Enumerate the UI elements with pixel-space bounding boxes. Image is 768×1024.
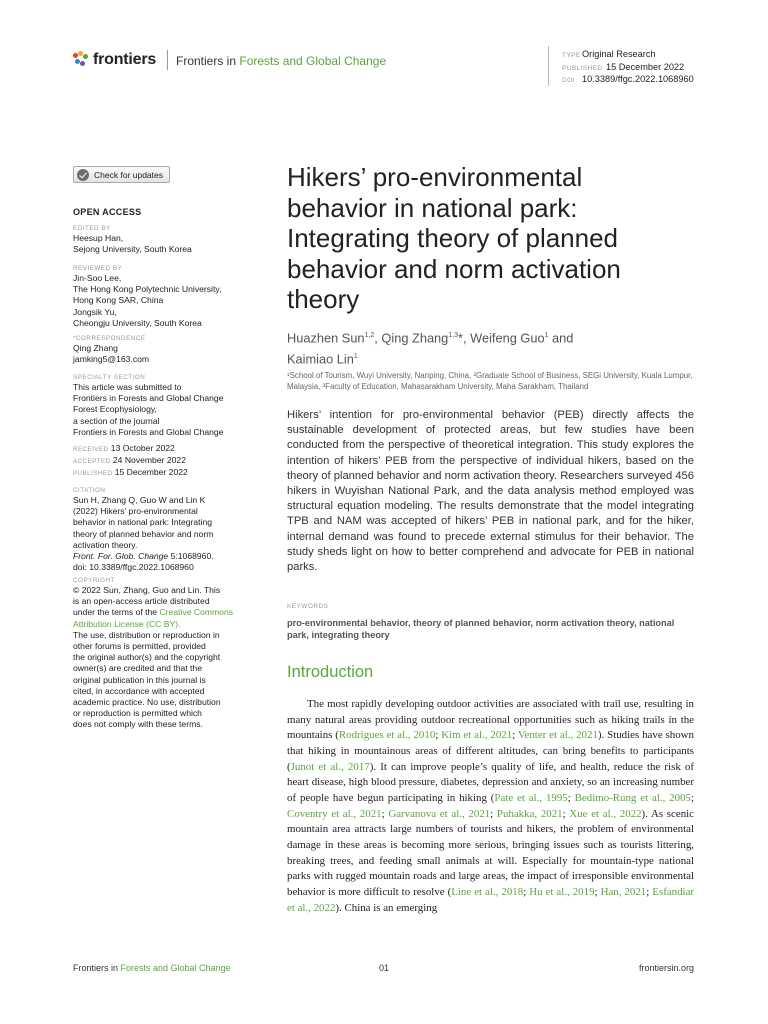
body-text: ). It can improve people’s quality of life, and health, reduce the risk of heart disease, high blood pressure, diabetes, depression and anxiety, so an increasing number of people have begun participating in hiking ( — [287, 760, 695, 804]
author-list: Huazhen Sun$^{1,2}$, Qing Zhang$^{1,3}$*, Weifeng Guo$^1$ and Kaimiao Lin$^1$ — [287, 330, 574, 367]
page-number: 01 — [379, 963, 390, 973]
introduction-paragraph — [287, 697, 694, 916]
body-text: ; — [381, 807, 389, 820]
body-text: ; — [594, 885, 601, 898]
citation-link[interactable]: Kim et al., 2021 — [441, 729, 513, 742]
body-text: ; — [523, 885, 530, 898]
citation-link[interactable]: Hu et al., 2019 — [529, 885, 595, 898]
citation-link[interactable]: Coventry et al., 2021 — [287, 807, 382, 820]
edited-by: EDITED BY Heesup Han, Sejong University, South Korea — [73, 225, 192, 255]
specialty-section: SPECIALTY SECTION This article was submitted to Frontiers in Forests and Global Change Forest Ecophysiology, a section of the journal Frontiers in Forests and Global Change — [73, 374, 224, 437]
citation-link[interactable]: Xue et al., 2022 — [569, 807, 642, 820]
copyright: COPYRIGHT © 2022 Sun, Zhang, Guo and Lin. This is an open-access article distributed under the terms of the Creative Commons Attribution License (CC BY). The use, distribution or reproduction in other forums is permitted, provided the original author(s) and the copyright owner(s) are credited and that the original publication in this journal is cited, in accordance with accepted academic practice. No use, distribution or reproduction is permitted which does not comply with these terms. — [73, 577, 234, 730]
body-text: ). Studies have shown that hiking in mountainous areas of different altitudes, can bring benefits to participants ( — [287, 729, 694, 773]
body-text: ; — [562, 807, 570, 820]
citation-link[interactable]: Bedimo-Rung et al., 2005 — [574, 791, 691, 804]
citation-link[interactable]: Puhakka, 2021 — [496, 807, 563, 820]
open-access-label: OPEN ACCESS — [73, 207, 142, 217]
abstract: Hikers’ intention for pro-environmental behavior (PEB) directly affects the sustainable development of protected areas, but few studies have been conducted from the perspective of theoretical integration. This study explores the intention of hikers’ PEB from the perspective of individual hikers, based on the theory of planned behavior and norm activation theory. Researchers surveyed 456 hikers in Wuyishan National Park, and the data analysis method employed was structural equation modeling. The results demonstrate that the model integrating TPB and NAM was accepted of hikers’ PEB in national park, and for the hiker, internal demand was found to precede external stimulus for their behavior. The study sheds light on how to better comprehend and advocate for PEB in national parks. — [287, 409, 694, 574]
citation-link[interactable]: Esfandiar et al., 2022 — [287, 885, 695, 914]
author-name[interactable]: Weifeng Guo — [470, 330, 545, 346]
author-name[interactable]: Huazhen Sun — [287, 330, 365, 346]
author-name[interactable]: Qing Zhang — [381, 330, 449, 346]
citation-link[interactable]: Junot et al., 2017 — [290, 760, 370, 773]
body-text: The most rapidly developing outdoor activities are associated with trail use, resulting in many natural areas providing outdoor recreational opportunities such as hiking trails in the mountains ( — [287, 698, 694, 742]
citation-link[interactable]: Garvanova et al., 2021 — [388, 807, 491, 820]
logo-wordmark: frontiers — [93, 51, 157, 68]
reviewed-by: REVIEWED BY Jin-Soo Lee, The Hong Kong Polytechnic University, Hong Kong SAR, China Jongsik Yu, Cheongju University, South Korea — [73, 265, 222, 328]
body-text: ; — [690, 791, 694, 804]
body-text: ; — [512, 729, 518, 742]
citation-link[interactable]: Han, 2021 — [600, 885, 647, 898]
meta-divider — [548, 46, 549, 86]
cc-license-link[interactable]: Creative Commons Attribution License (CC BY). — [73, 607, 234, 629]
journal-name[interactable]: Frontiers in Forests and Global Change — [176, 54, 387, 68]
section-heading-introduction: Introduction — [287, 663, 374, 681]
body-text: ; — [646, 885, 653, 898]
footer-site-link[interactable]: frontiersin.org — [638, 963, 694, 973]
doi-link[interactable]: 10.3389/ffgc.2022.1068960 — [582, 74, 694, 84]
author-name[interactable]: Kaimiao Lin — [287, 351, 354, 367]
body-text: ). China is an emerging — [335, 901, 438, 914]
citation: CITATION Sun H, Zhang Q, Guo W and Lin K (2022) Hikers’ pro-environmental behavior in national park: Integrating theory of planned behavior and norm activation theory. Front. For. Glob. Change 5:1068960. doi: 10.3389/ffgc.2022.1068960 — [73, 486, 243, 573]
article-title: Hikers’ pro-environmental behavior in national park: Integrating theory of planned behavior and norm activation theory — [287, 162, 621, 314]
frontiers-logo-icon — [73, 51, 89, 69]
check-icon — [77, 169, 89, 181]
body-text: ; — [490, 807, 497, 820]
body-text: ; — [435, 729, 442, 742]
body-text: ). As scenic mountain area attracts large numbers of tourists and hikers, the problem of environmental damage in these areas is becoming more serious, bringing issues such as tourists littering, breaking trees, and feeding small animals at will. Especially for mountain-type national parks with rugged mountain roads and large areas, the impact of irresponsible environmental behavior is more difficult to resolve ( — [287, 807, 695, 898]
correspondence: *CORRESPONDENCE Qing Zhang jamking5@163.com — [73, 334, 243, 365]
citation-link[interactable]: Venter et al., 2021 — [517, 729, 598, 742]
citation-link[interactable]: Line et al., 2018 — [451, 885, 524, 898]
footer-journal[interactable]: Frontiers in Forests and Global Change — [73, 963, 231, 973]
citation-link[interactable]: Rodrigues et al., 2010 — [338, 729, 436, 742]
correspondence-email[interactable]: jamking5@163.com — [73, 354, 150, 365]
frontiers-logo[interactable] — [73, 51, 156, 69]
check-updates-button[interactable]: Check for updates — [73, 166, 170, 183]
keywords-label: KEYWORDS — [287, 603, 329, 610]
citation-doi[interactable]: doi: 10.3389/ffgc.2022.1068960 — [73, 562, 194, 573]
body-text: ; — [567, 791, 575, 804]
header-divider — [167, 50, 168, 70]
dates: RECEIVED 13 October 2022 ACCEPTED 24 November 2022 PUBLISHED 15 December 2022 — [73, 443, 188, 478]
keywords: pro-environmental behavior, theory of planned behavior, norm activation theory, national park, integrating theory — [287, 618, 675, 640]
article-meta: TYPEOriginal Research PUBLISHED 15 December 2022 DOI 10.3389/ffgc.2022.1068960 — [562, 49, 694, 84]
affiliations: ¹School of Tourism, Wuyi University, Nanping, China, ²Graduate School of Business, SEGi University, Kuala Lumpur, Malaysia, ³Faculty of Education, Mahasarakham University, Maha Sarakham, Thailand — [287, 371, 693, 391]
citation-link[interactable]: Pate et al., 1995 — [494, 791, 568, 804]
